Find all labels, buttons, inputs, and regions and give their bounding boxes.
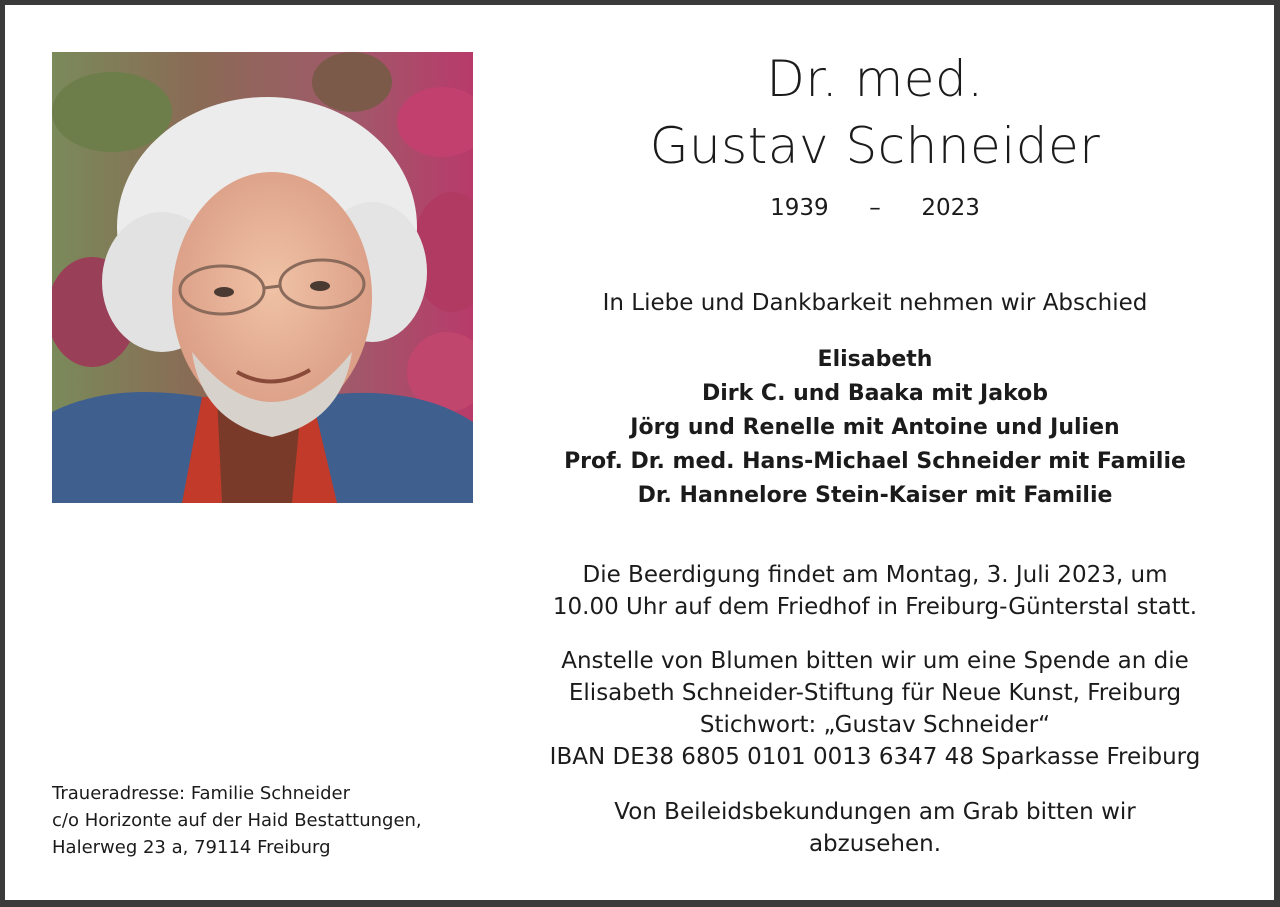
condolence-line: abzusehen.: [808, 831, 942, 857]
death-year: 2023: [921, 195, 980, 221]
life-dates: [505, 195, 1245, 221]
deceased-name: Gustav Schneider: [649, 117, 1101, 175]
mourner-line: Dr. Hannelore Stein-Kaiser mit Familie: [637, 483, 1113, 508]
obituary-card: [5, 5, 1274, 900]
farewell-intro: In Liebe und Dankbarkeit nehmen wir Abschied: [602, 290, 1148, 316]
mourners-list: [505, 343, 1245, 513]
mourner-line: Jörg und Renelle mit Antoine und Julien: [630, 415, 1120, 440]
mourner-line: Prof. Dr. med. Hans-Michael Schneider mit Familie: [564, 449, 1186, 474]
funeral-info: [505, 559, 1245, 623]
address-line: c/o Horizonte auf der Haid Bestattungen,: [52, 810, 422, 831]
donation-line: Elisabeth Schneider-Stiftung für Neue Kunst, Freiburg: [568, 680, 1182, 706]
donation-line: IBAN DE38 6805 0101 0013 6347 48 Sparkasse Freiburg: [549, 744, 1201, 770]
mourning-address: [52, 780, 492, 861]
portrait-photo: [52, 52, 473, 503]
donation-line: Anstelle von Blumen bitten wir um eine Spende an die: [561, 648, 1189, 674]
mourner-line: Elisabeth: [817, 347, 933, 372]
funeral-line: Die Beerdigung findet am Montag, 3. Juli 2023, um: [582, 562, 1168, 588]
date-dash: –: [869, 195, 881, 221]
donation-line: Stichwort: „Gustav Schneider“: [699, 712, 1051, 738]
donation-info: [505, 645, 1245, 773]
address-line: Halerweg 23 a, 79114 Freiburg: [52, 837, 331, 858]
deceased-title: Dr. med.: [766, 50, 984, 108]
address-line: Traueradresse: Familie Schneider: [52, 783, 350, 804]
condolence-note: [505, 796, 1245, 860]
birth-year: 1939: [770, 195, 829, 221]
condolence-line: Von Beileidsbekundungen am Grab bitten wir: [614, 799, 1136, 825]
funeral-line: 10.00 Uhr auf dem Friedhof in Freiburg-Günterstal statt.: [552, 594, 1198, 620]
mourner-line: Dirk C. und Baaka mit Jakob: [701, 381, 1048, 406]
